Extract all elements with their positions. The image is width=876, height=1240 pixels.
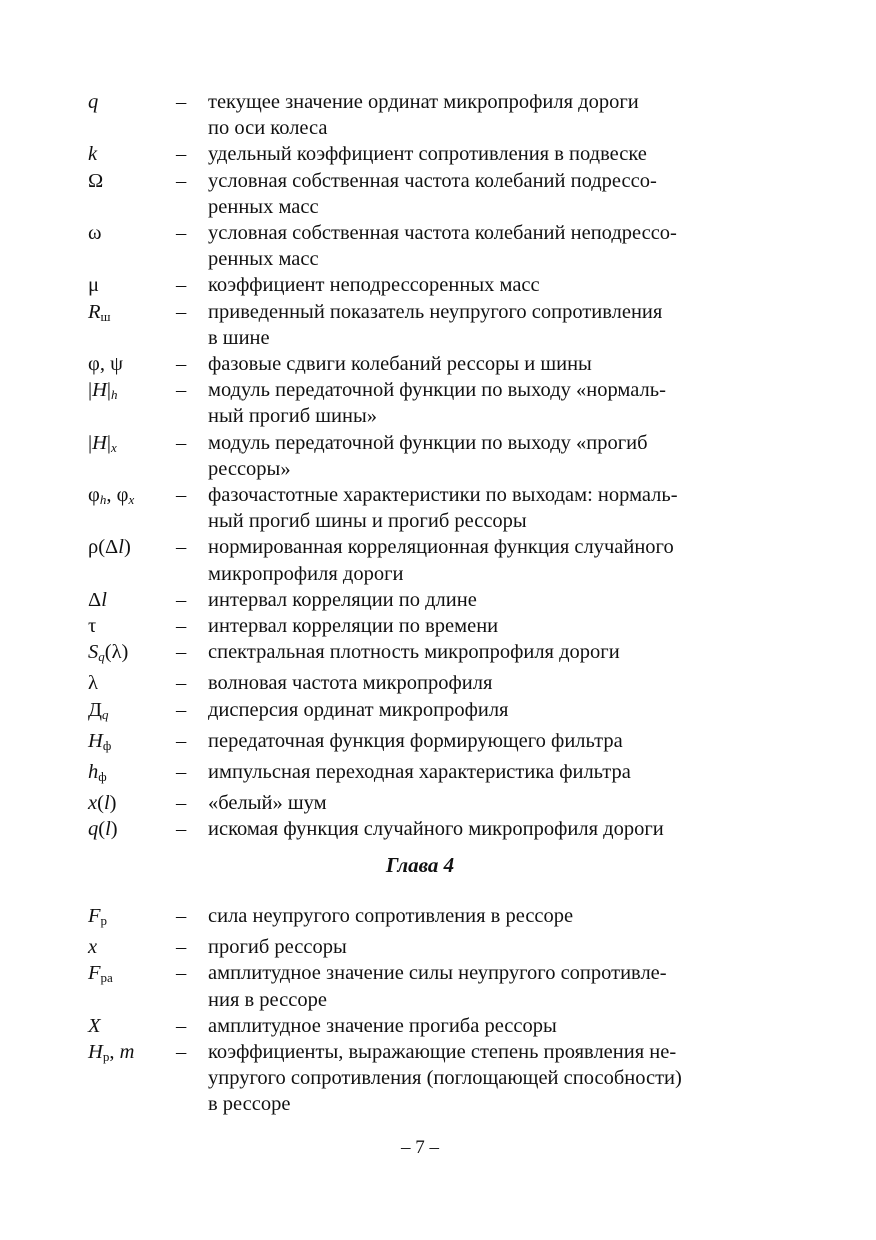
notation-entry bbox=[88, 272, 788, 298]
notation-definition: волновая частота микропрофиля bbox=[208, 672, 493, 695]
notation-symbol: k bbox=[88, 143, 98, 166]
notation-definition: нормированная корреляционная функция случайного микропрофиля дороги bbox=[208, 536, 674, 585]
notation-entry bbox=[88, 960, 788, 1012]
notation-definition: модуль передаточной функции по выходу «нормаль- ный прогиб шины» bbox=[208, 379, 666, 428]
notation-dash: – bbox=[176, 379, 187, 402]
notation-definition: прогиб рессоры bbox=[208, 936, 347, 959]
notation-dash: – bbox=[176, 1014, 187, 1037]
chapter-heading: Глава 4 bbox=[385, 853, 455, 877]
notation-entry bbox=[88, 220, 788, 272]
notation-symbol: $H_р$, m bbox=[88, 1041, 135, 1065]
notation-definition: фазочастотные характеристики по выходам: нормаль- ный прогиб шины и прогиб рессоры bbox=[208, 484, 678, 533]
notation-definition: интервал корреляции по длине bbox=[208, 588, 477, 611]
notation-entry bbox=[88, 587, 788, 613]
notation-symbol: $H_ф$ bbox=[88, 729, 112, 753]
notation-dash: – bbox=[176, 615, 187, 638]
notation-entry bbox=[88, 1039, 788, 1118]
notation-dash: – bbox=[176, 905, 187, 927]
notation-definition: импульсная переходная характеристика фильтра bbox=[208, 761, 631, 784]
notation-definition: модуль передаточной функции по выходу «прогиб рессоры» bbox=[208, 431, 648, 480]
notation-dash: – bbox=[176, 672, 187, 695]
notation-entry bbox=[88, 728, 788, 759]
notation-symbol: x bbox=[88, 936, 98, 959]
notation-definition: сила неупругого сопротивления в рессоре bbox=[208, 905, 574, 927]
notation-entry bbox=[88, 759, 788, 790]
notation-dash: – bbox=[176, 300, 187, 323]
notation-dash: – bbox=[176, 818, 187, 841]
notation-definition: спектральная плотность микропрофиля дороги bbox=[208, 641, 620, 664]
notation-definition: дисперсия ординат микропрофиля bbox=[208, 698, 509, 721]
notation-dash: – bbox=[176, 274, 187, 297]
notation-symbol: φh, φx bbox=[88, 484, 135, 508]
notation-definition: амплитудное значение прогиба рессоры bbox=[208, 1014, 557, 1037]
notation-dash: – bbox=[176, 169, 187, 192]
notation-definition: текущее значение ординат микропрофиля дороги по оси колеса bbox=[208, 91, 639, 140]
notation-symbol: λ bbox=[88, 672, 98, 695]
notation-symbol: $h_ф$ bbox=[88, 761, 107, 785]
notation-symbol: Sq(λ) bbox=[88, 641, 129, 665]
notation-symbol: X bbox=[88, 1014, 101, 1037]
notation-entry bbox=[88, 903, 788, 934]
notation-definition: условная собственная частота колебаний неподрессо- ренных масс bbox=[208, 222, 677, 271]
notation-symbol: μ bbox=[88, 274, 99, 297]
notation-definition: амплитудное значение силы неупругого сопротивле- ния в рессоре bbox=[208, 962, 667, 1011]
notation-dash: – bbox=[176, 962, 187, 985]
notation-symbol: x(l) bbox=[88, 792, 117, 815]
notation-definition: интервал корреляции по времени bbox=[208, 615, 499, 638]
notation-entry bbox=[88, 299, 788, 351]
notation-entry bbox=[88, 639, 788, 670]
notation-entry bbox=[88, 1013, 788, 1039]
notation-dash: – bbox=[176, 91, 187, 113]
notation-entry bbox=[88, 377, 788, 429]
notation-entry bbox=[88, 934, 788, 960]
notation-dash: – bbox=[176, 588, 187, 611]
notation-entry bbox=[88, 790, 788, 816]
notation-symbol: $R_ш$ bbox=[88, 300, 111, 324]
notation-entry bbox=[88, 430, 788, 482]
notation-symbol: |H|h bbox=[88, 379, 118, 403]
notation-symbol: q(l) bbox=[88, 818, 118, 841]
notation-definition: фазовые сдвиги колебаний рессоры и шины bbox=[208, 353, 592, 376]
notation-list-continued bbox=[88, 89, 788, 843]
page-number: – 7 – bbox=[401, 1137, 439, 1158]
notation-dash: – bbox=[176, 536, 187, 559]
notation-definition: удельный коэффициент сопротивления в подвеске bbox=[208, 143, 647, 166]
notation-definition: приведенный показатель неупругого сопротивления в шине bbox=[208, 300, 663, 349]
notation-symbol: Ω bbox=[88, 169, 104, 192]
notation-definition: условная собственная частота колебаний подрессо- ренных масс bbox=[208, 169, 657, 218]
notation-symbol: $F_р$ bbox=[88, 905, 108, 928]
notation-symbol: q bbox=[88, 91, 99, 113]
notation-dash: – bbox=[176, 431, 187, 454]
notation-dash: – bbox=[176, 698, 187, 721]
notation-entry bbox=[88, 168, 788, 220]
notation-dash: – bbox=[176, 761, 187, 784]
notation-entry bbox=[88, 613, 788, 639]
notation-symbol: Δl bbox=[88, 588, 107, 611]
notation-entry bbox=[88, 697, 788, 728]
notation-entry bbox=[88, 351, 788, 377]
notation-dash: – bbox=[176, 353, 187, 376]
notation-symbol: τ bbox=[88, 615, 97, 638]
notation-dash: – bbox=[176, 1041, 187, 1064]
notation-entry bbox=[88, 89, 788, 141]
notation-dash: – bbox=[176, 484, 187, 507]
notation-symbol: $F_{ра}$ bbox=[88, 962, 113, 986]
notation-symbol: ρ(Δl) bbox=[88, 536, 131, 559]
notation-definition: коэффициент неподрессоренных масс bbox=[208, 274, 540, 297]
notation-entry bbox=[88, 534, 788, 586]
notation-definition: «белый» шум bbox=[208, 792, 327, 815]
notation-entry bbox=[88, 670, 788, 696]
notation-entry bbox=[88, 816, 788, 842]
notation-entry bbox=[88, 482, 788, 534]
notation-dash: – bbox=[176, 729, 187, 752]
notation-definition: искомая функция случайного микропрофиля дороги bbox=[208, 818, 664, 841]
notation-definition: коэффициенты, выражающие степень проявления не- упругого сопротивления (поглощающей способности) в рессоре bbox=[208, 1041, 682, 1116]
notation-dash: – bbox=[176, 792, 187, 815]
notation-entry bbox=[88, 141, 788, 167]
notation-dash: – bbox=[176, 641, 187, 664]
notation-list-chapter-4 bbox=[88, 903, 788, 1118]
notation-definition: передаточная функция формирующего фильтра bbox=[208, 729, 623, 752]
notation-symbol: ω bbox=[88, 222, 102, 245]
notation-dash: – bbox=[176, 222, 187, 245]
notation-symbol: Дq bbox=[88, 698, 109, 722]
notation-dash: – bbox=[176, 143, 187, 166]
notation-dash: – bbox=[176, 936, 187, 959]
notation-symbol: |H|x bbox=[88, 431, 117, 455]
notation-symbol: φ, ψ bbox=[88, 353, 123, 376]
